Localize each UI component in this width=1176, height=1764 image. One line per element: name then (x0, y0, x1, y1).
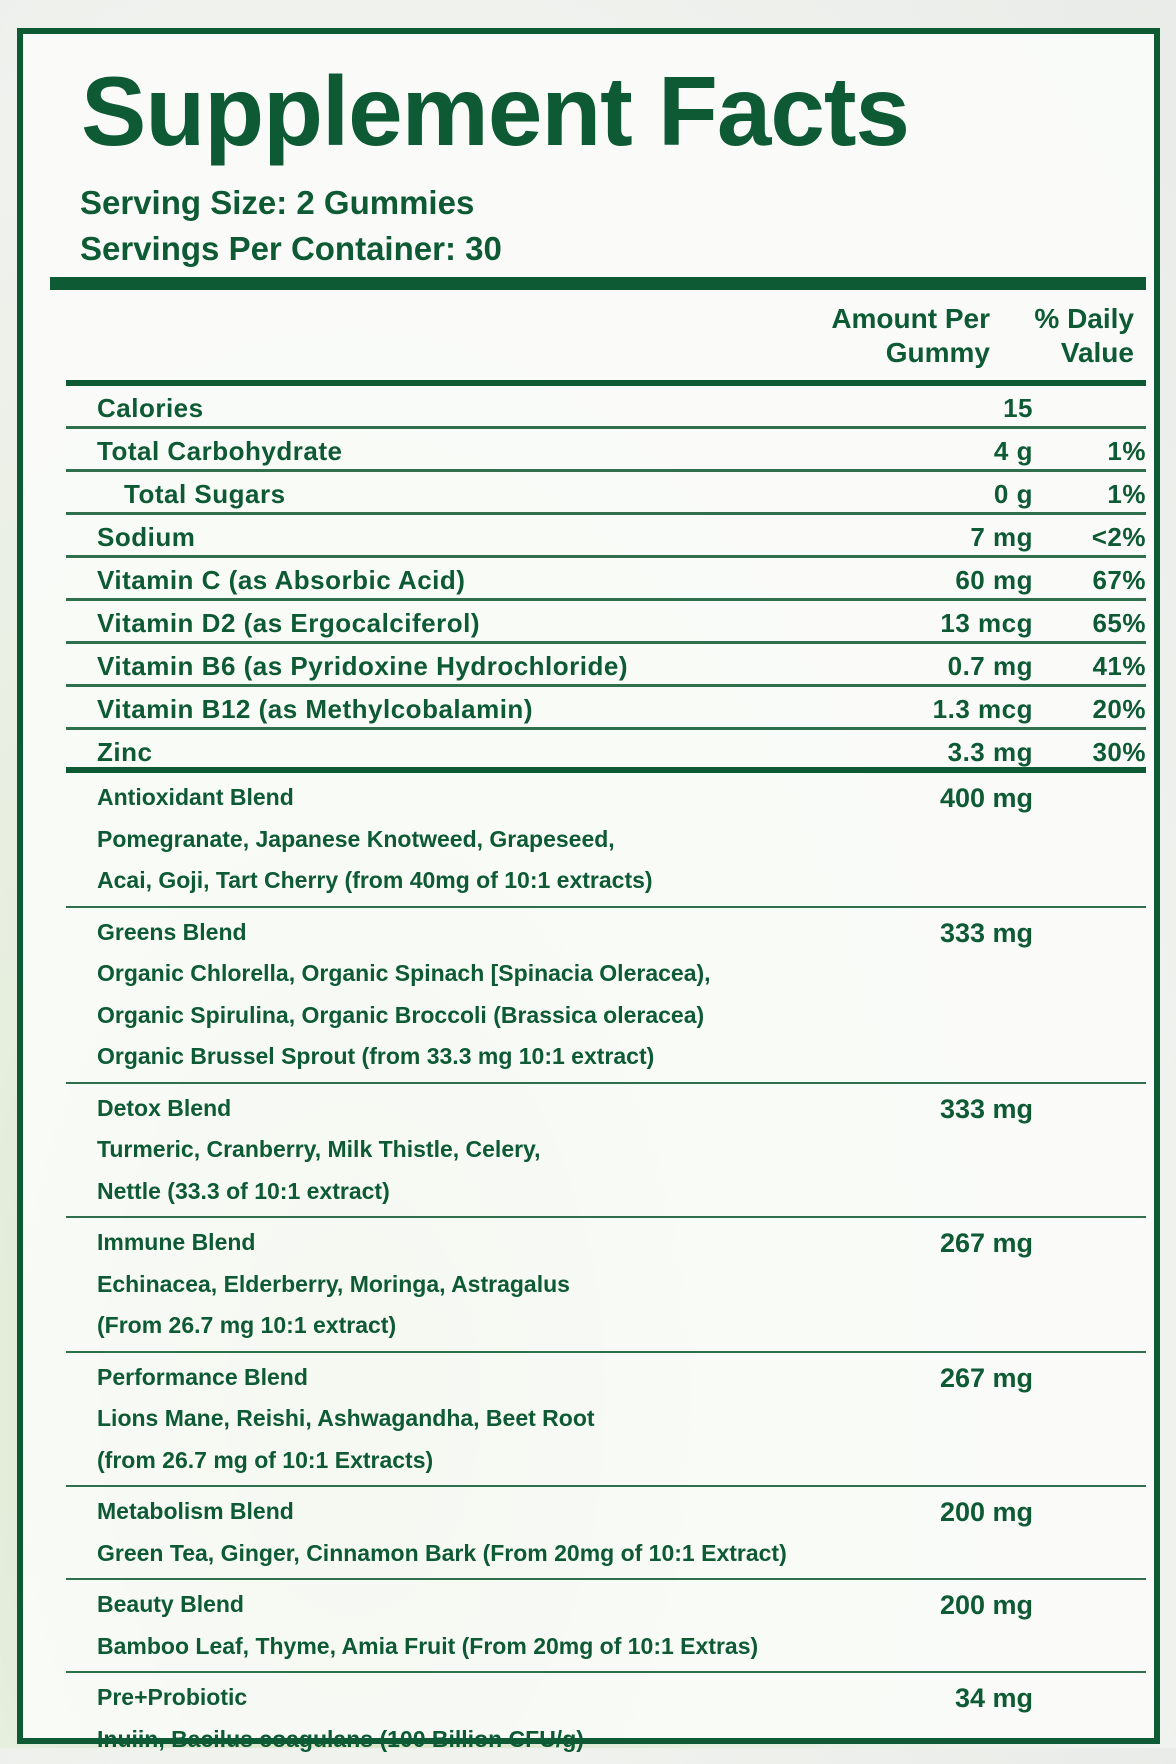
nutrient-name: Total Sugars (124, 479, 286, 509)
blend-amount: 267 mg (939, 1362, 1033, 1393)
nutrient-name: Vitamin B6 (as Pyridoxine Hydrochloride) (97, 651, 628, 681)
blend-name: Detox Blend (97, 1094, 232, 1121)
nutrient-row (66, 558, 1146, 601)
nutrient-row (66, 601, 1146, 644)
nutrient-row (66, 472, 1146, 515)
nutrient-amount: 0 g (993, 479, 1033, 509)
blend-row (66, 1353, 1146, 1488)
blend-ingredients: Organic Chlorella, Organic Spinach [Spinacia Oleracea), (97, 960, 711, 986)
nutrient-row (66, 429, 1146, 472)
nutrient-daily-value: 1% (1107, 436, 1146, 466)
blend-name: Greens Blend (97, 918, 247, 945)
daily-value-header (1034, 302, 1134, 370)
nutrient-amount: 13 mcg (940, 608, 1033, 638)
blend-ingredients: Echinacea, Elderberry, Moringa, Astragalus (97, 1270, 570, 1297)
nutrient-name: Sodium (97, 522, 196, 552)
nutrient-amount: 0.7 mg (947, 651, 1033, 681)
nutrient-daily-value: 20% (1092, 694, 1146, 724)
nutrient-table (66, 386, 1146, 770)
amount-header-line1: Amount Per (831, 303, 990, 334)
blend-name: Metabolism Blend (97, 1498, 294, 1524)
blend-ingredients: Turmeric, Cranberry, Milk Thistle, Celery, (97, 1136, 541, 1162)
nutrient-amount: 1.3 mcg (932, 694, 1033, 724)
blend-amount: 333 mg (939, 917, 1033, 948)
blend-row (66, 1218, 1146, 1353)
blend-ingredients: Nettle (33.3 of 10:1 extract) (97, 1177, 390, 1204)
blend-name: Performance Blend (97, 1363, 308, 1390)
blend-name: Antioxidant Blend (97, 784, 294, 810)
dv-header-line2: Value (1060, 337, 1134, 368)
blend-amount: 400 mg (939, 783, 1033, 813)
nutrient-daily-value: 30% (1092, 737, 1146, 767)
servings-per-container: Servings Per Container: 30 (80, 230, 502, 267)
nutrient-amount: 3.3 mg (947, 737, 1033, 767)
nutrient-amount: 4 g (993, 436, 1033, 466)
thick-divider (50, 277, 1146, 290)
nutrient-row (66, 687, 1146, 730)
blend-amount: 333 mg (939, 1093, 1033, 1124)
blend-amount: 267 mg (939, 1228, 1033, 1258)
blend-list (66, 773, 1146, 1764)
nutrient-name: Calories (97, 393, 204, 423)
blend-ingredients: Organic Spirulina, Organic Broccoli (Brassica oleracea) (97, 1001, 705, 1028)
blend-amount: 34 mg (954, 1683, 1033, 1713)
blend-row (66, 1673, 1146, 1764)
nutrient-daily-value: 65% (1092, 608, 1146, 638)
blend-ingredients: Pomegranate, Japanese Knotweed, Grapeseed, (97, 825, 615, 852)
blend-name: Pre+Probiotic (97, 1684, 248, 1710)
nutrient-row (66, 644, 1146, 687)
nutrient-name: Vitamin C (as Absorbic Acid) (97, 565, 466, 595)
serving-size: Serving Size: 2 Gummies (80, 184, 475, 221)
blend-amount: 200 mg (939, 1497, 1033, 1527)
nutrient-name: Total Carbohydrate (97, 436, 343, 466)
blend-ingredients: Lions Mane, Reishi, Ashwagandha, Beet Root (97, 1405, 595, 1431)
nutrient-row (66, 386, 1146, 429)
blend-ingredients: Green Tea, Ginger, Cinnamon Bark (From 20mg of 10:1 Extract) (97, 1539, 787, 1566)
nutrient-daily-value: 1% (1107, 479, 1146, 509)
nutrient-amount: 60 mg (955, 565, 1033, 595)
blend-amount: 200 mg (939, 1590, 1033, 1620)
nutrient-name: Zinc (97, 737, 153, 767)
blend-row (66, 908, 1146, 1084)
blend-ingredients: Inuiin, Bacilus coagulans (100 Billion CFU/g) (97, 1725, 584, 1752)
supplement-facts-panel (17, 28, 1160, 1752)
blend-ingredients: Bamboo Leaf, Thyme, Amia Fruit (From 20mg of 10:1 Extras) (97, 1632, 759, 1659)
nutrient-name: Vitamin B12 (as Methylcobalamin) (97, 694, 533, 724)
nutrient-name: Vitamin D2 (as Ergocalciferol) (97, 608, 480, 638)
blend-row (66, 1487, 1146, 1580)
nutrient-row (66, 515, 1146, 558)
nutrient-daily-value: 41% (1092, 651, 1146, 681)
blend-ingredients: Acai, Goji, Tart Cherry (from 40mg of 10:1 extracts) (97, 867, 653, 893)
blend-row (66, 1084, 1146, 1219)
nutrient-amount: 7 mg (970, 522, 1033, 552)
blend-ingredients: Organic Brussel Sprout (from 33.3 mg 10:1 extract) (97, 1043, 655, 1069)
blend-row (66, 773, 1146, 908)
nutrient-daily-value: <2% (1091, 522, 1146, 552)
nutrient-daily-value: 67% (1092, 565, 1146, 595)
blend-row (66, 1580, 1146, 1673)
page-title: Supplement Facts (81, 56, 910, 166)
dv-header-line1: % Daily (1034, 303, 1134, 334)
blend-ingredients: (from 26.7 mg of 10:1 Extracts) (97, 1446, 434, 1473)
blend-ingredients: (From 26.7 mg 10:1 extract) (97, 1312, 397, 1338)
amount-header-line2: Gummy (885, 337, 990, 368)
blend-name: Beauty Blend (97, 1591, 244, 1617)
amount-header (831, 302, 990, 370)
blend-name: Immune Blend (97, 1229, 256, 1255)
nutrient-row (66, 730, 1146, 770)
nutrient-amount: 15 (1003, 393, 1033, 423)
